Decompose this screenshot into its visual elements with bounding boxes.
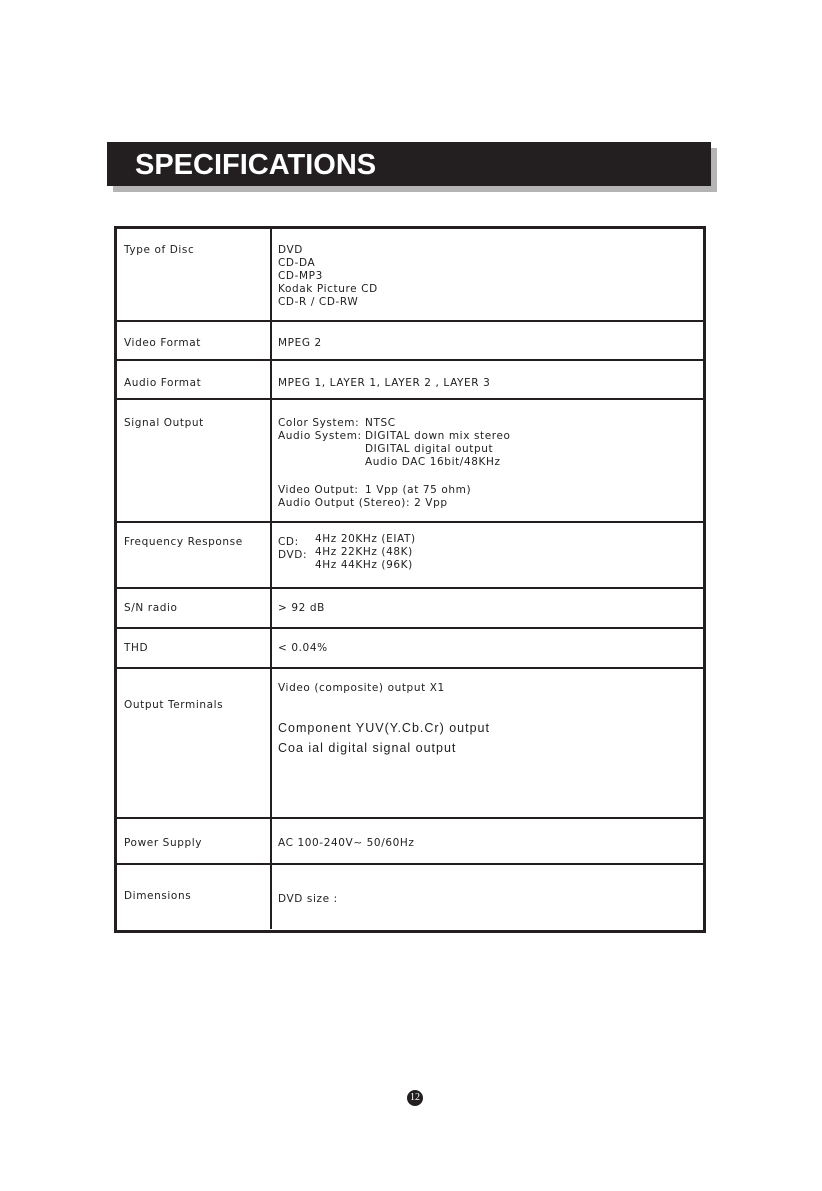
page-number-badge: 12 (407, 1090, 423, 1106)
frequency-response-label: Frequency Response (124, 536, 243, 548)
row-separator (117, 817, 703, 819)
dimensions-label: Dimensions (124, 890, 192, 902)
row-separator (117, 627, 703, 629)
disc-type-item: CD-MP3 (278, 270, 323, 282)
output-terminals-label: Output Terminals (124, 699, 224, 711)
frequency-value: 4Hz 22KHz (48K) (315, 546, 413, 558)
frequency-value: 4Hz 20KHz (EIAT) (315, 533, 416, 545)
page-title: SPECIFICATIONS (135, 149, 377, 181)
row-separator (117, 667, 703, 669)
cd-label: CD: (278, 536, 299, 548)
disc-type-item: Kodak Picture CD (278, 283, 378, 295)
coaxial-output: Coa ial digital signal output (278, 741, 457, 755)
component-output: Component YUV(Y.Cb.Cr) output (278, 721, 490, 735)
specifications-table (114, 226, 706, 933)
dimensions-value: DVD size : (278, 893, 338, 905)
audio-system-value: DIGITAL down mix stereo (365, 430, 511, 442)
video-output-label: Video Output: (278, 484, 359, 496)
row-separator (117, 398, 703, 400)
column-divider (270, 229, 272, 929)
disc-type-label: Type of Disc (124, 244, 195, 256)
row-separator (117, 587, 703, 589)
frequency-value: 4Hz 44KHz (96K) (315, 559, 413, 571)
disc-type-values (278, 244, 378, 309)
audio-output: Audio Output (Stereo): 2 Vpp (278, 497, 448, 509)
video-format-value: MPEG 2 (278, 337, 322, 349)
audio-format-label: Audio Format (124, 377, 202, 389)
audio-system-value: Audio DAC 16bit/48KHz (365, 456, 501, 468)
color-system-label: Color System: (278, 417, 360, 429)
sn-ratio-value: > 92 dB (278, 602, 325, 614)
title-banner (107, 142, 711, 186)
audio-system-value: DIGITAL digital output (365, 443, 494, 455)
video-format-label: Video Format (124, 337, 201, 349)
audio-format-value: MPEG 1, LAYER 1, LAYER 2 , LAYER 3 (278, 377, 491, 389)
color-system-value: NTSC (365, 417, 396, 429)
frequency-response-values (278, 533, 578, 581)
row-separator (117, 863, 703, 865)
power-supply-label: Power Supply (124, 837, 203, 849)
row-separator (117, 521, 703, 523)
video-composite-output: Video (composite) output X1 (278, 682, 445, 694)
signal-output-values (278, 417, 678, 512)
disc-type-item: CD-R / CD-RW (278, 296, 359, 308)
thd-value: < 0.04% (278, 642, 328, 654)
audio-system-label: Audio System: (278, 430, 362, 442)
sn-ratio-label: S/N radio (124, 602, 178, 614)
dvd-label: DVD: (278, 549, 308, 561)
signal-output-label: Signal Output (124, 417, 204, 429)
row-separator (117, 359, 703, 361)
thd-label: THD (124, 642, 149, 654)
disc-type-item: DVD (278, 244, 303, 256)
power-supply-value: AC 100-240V∼ 50/60Hz (278, 837, 415, 849)
disc-type-item: CD-DA (278, 257, 316, 269)
video-output-value: 1 Vpp (at 75 ohm) (365, 484, 472, 496)
row-separator (117, 320, 703, 322)
